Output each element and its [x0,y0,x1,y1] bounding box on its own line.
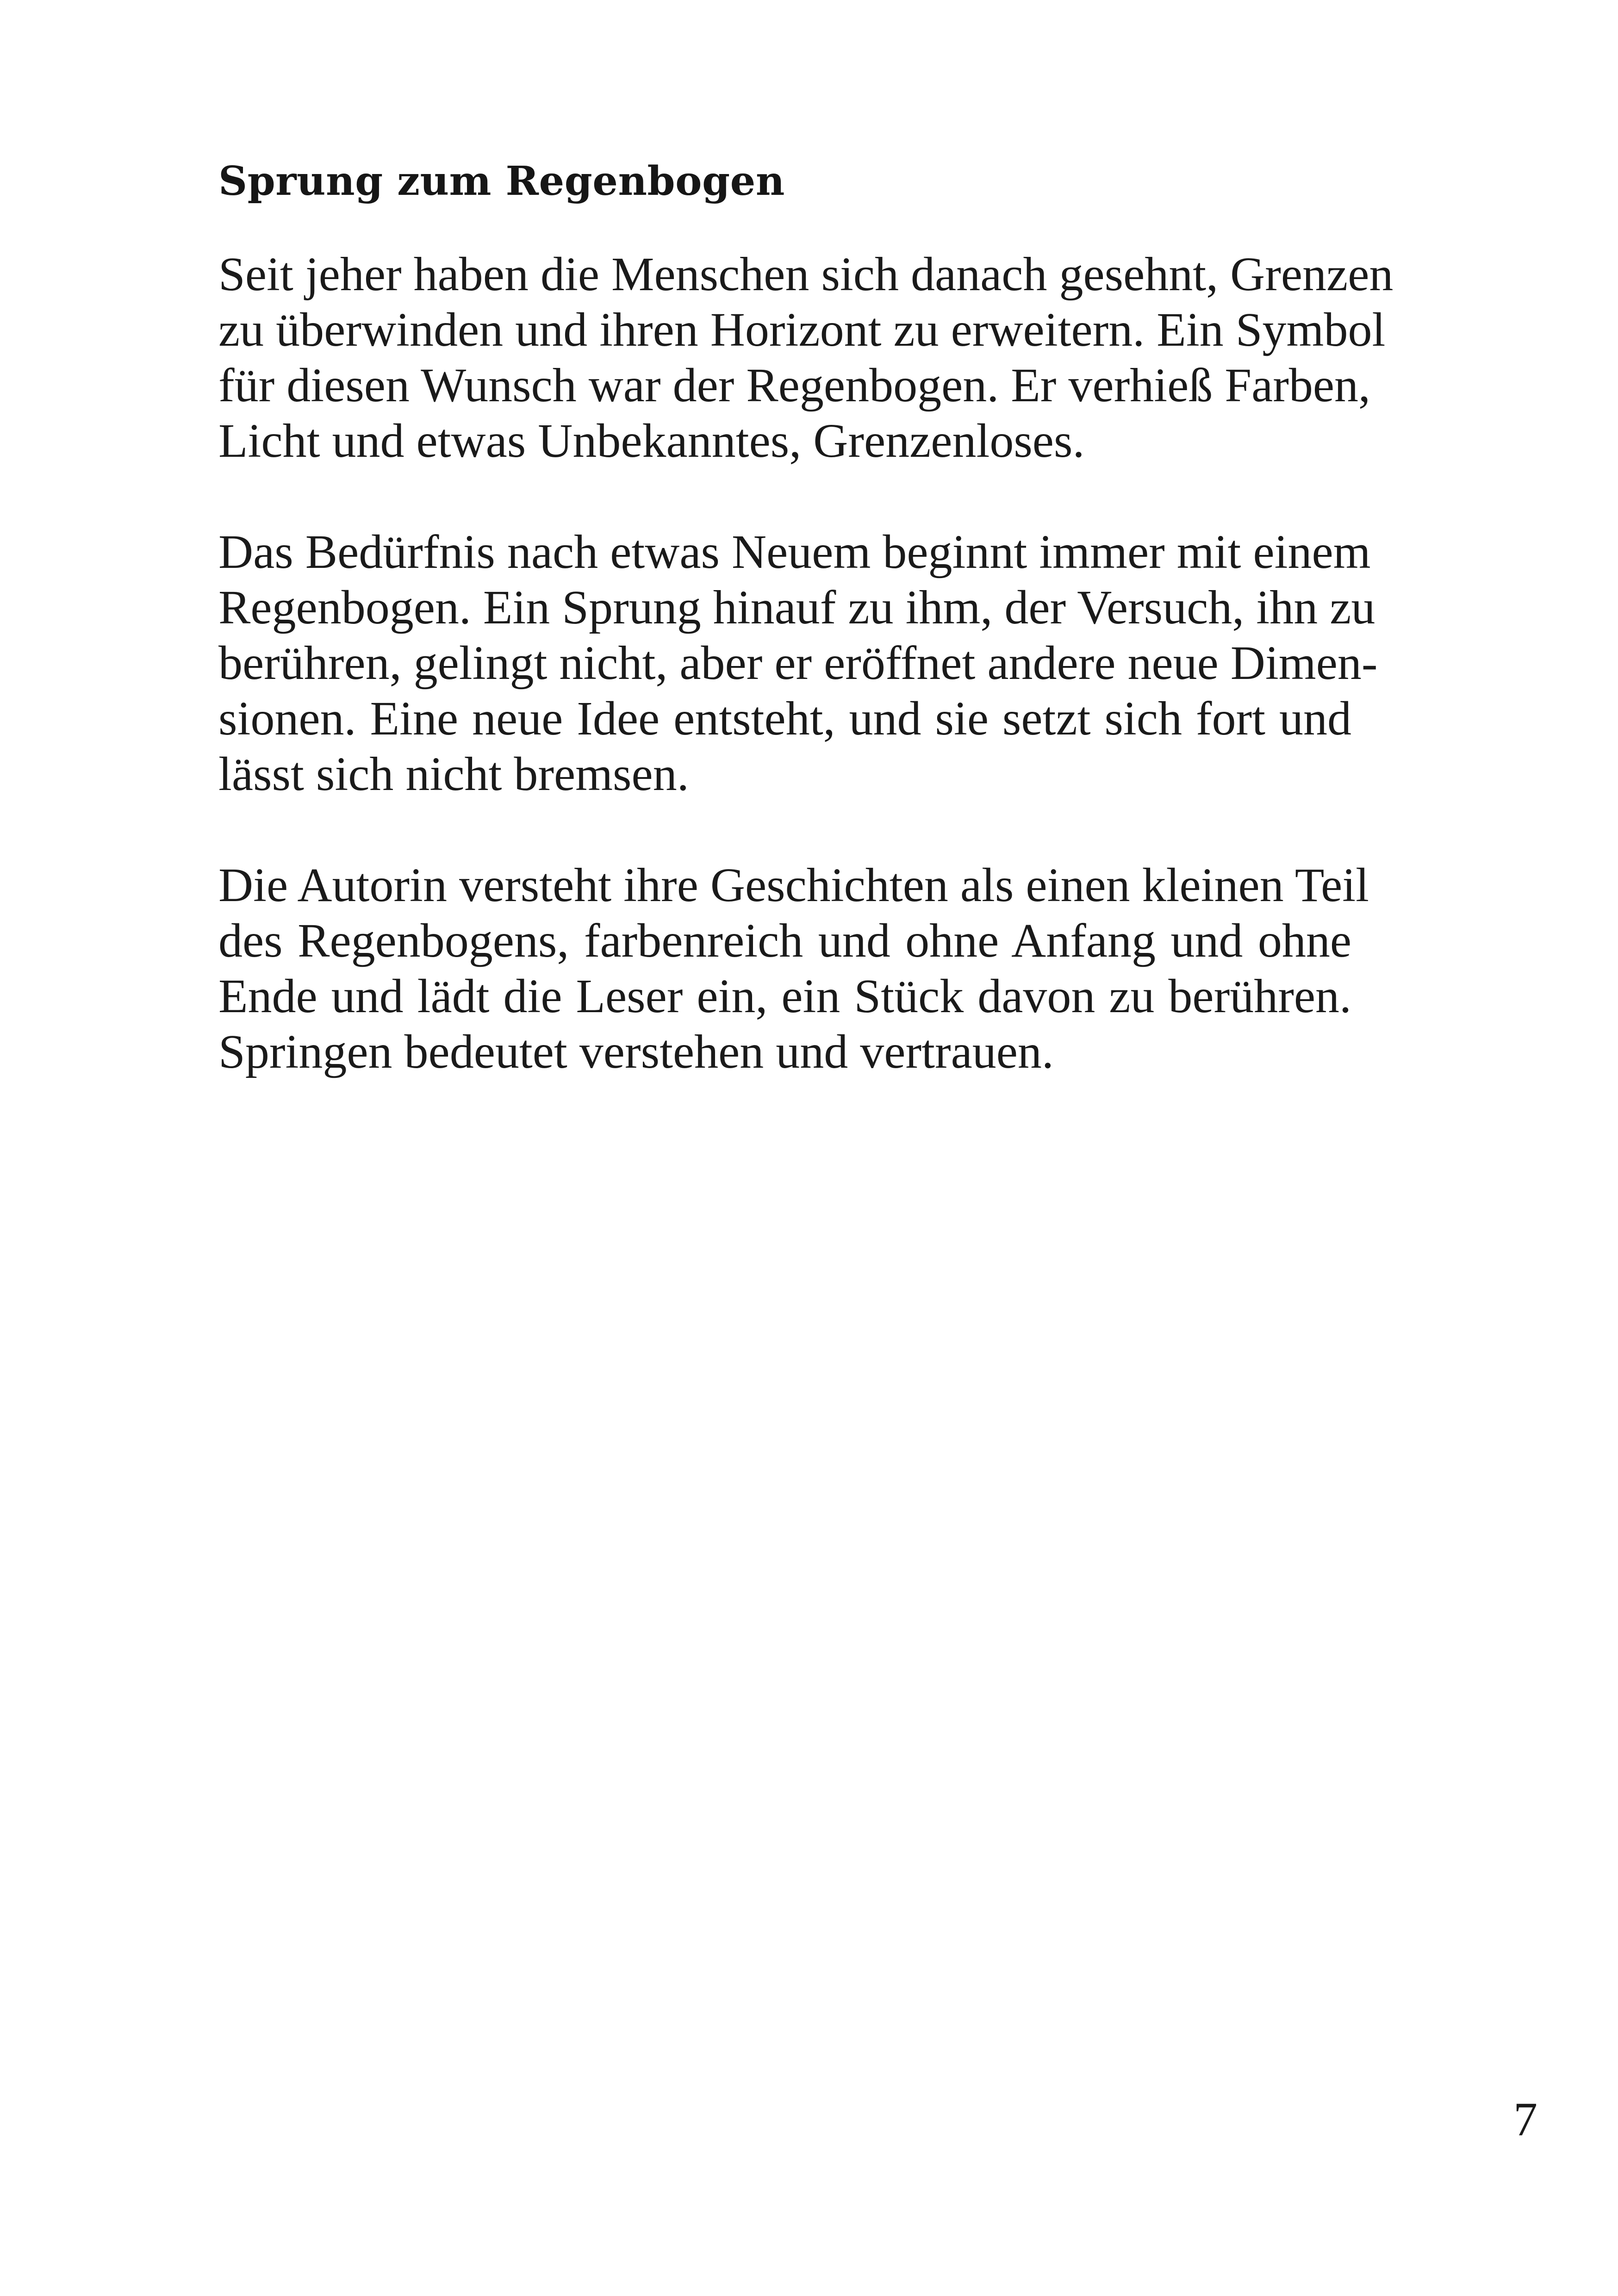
paragraph-line: Regenbogen. Ein Sprung hinauf zu ihm, der Versuch, ihn zu [218,581,1375,635]
paragraph-3 [218,858,1369,1080]
paragraph-1 [218,247,1394,469]
paragraph-line: Licht und etwas Unbekanntes, Grenzenloses. [218,414,1085,468]
paragraph-line: des Regenbogens, farbenreich und ohne Anfang und ohne [218,914,1351,968]
paragraph-2 [218,524,1378,802]
paragraph-line: Die Autorin versteht ihre Geschichten als einen kleinen Teil [218,859,1369,912]
paragraph-line: Springen bedeutet verstehen und vertrauen. [218,1025,1054,1079]
paragraph-line: zu überwinden und ihren Horizont zu erweitern. Ein Symbol [218,303,1386,357]
paragraph-line: für diesen Wunsch war der Regenbogen. Er verhieß Farben, [218,359,1371,412]
page-number: 7 [1513,2093,1537,2146]
paragraph-line: sionen. Eine neue Idee entsteht, und sie setzt sich fort und [218,692,1351,746]
paragraph-line: Ende und lädt die Leser ein, ein Stück davon zu berühren. [218,970,1351,1023]
chapter-heading: Sprung zum Regenbogen [218,158,785,205]
paragraph-line: Seit jeher haben die Menschen sich danach gesehnt, Grenzen [218,248,1394,301]
paragraph-line: Das Bedürfnis nach etwas Neuem beginnt immer mit einem [218,525,1371,579]
page-content [218,157,1394,1080]
paragraph-line: berühren, gelingt nicht, aber er eröffnet andere neue Dimen- [218,636,1378,690]
paragraph-line: lässt sich nicht bremsen. [218,747,689,801]
